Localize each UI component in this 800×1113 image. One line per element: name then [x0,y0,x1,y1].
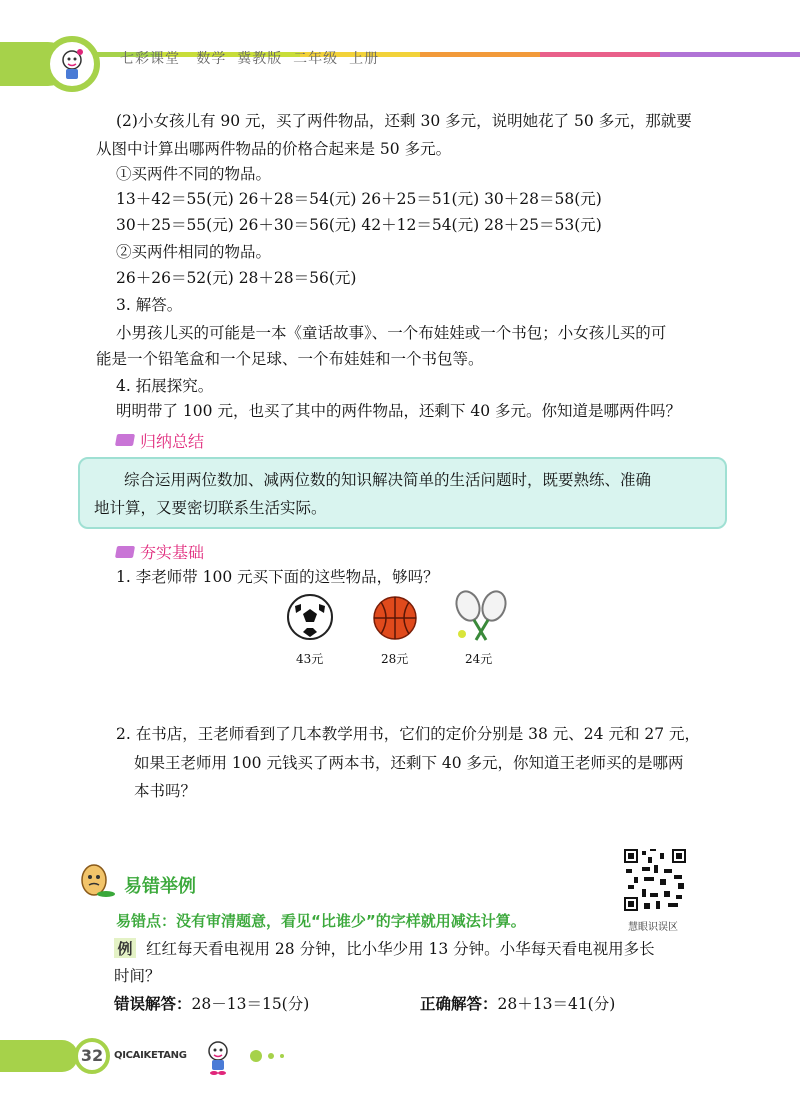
price-basketball: 28元 [381,652,409,666]
summary-line-1: 综合运用两位数加、减两位数的知识解决简单的生活问题时，既要熟练、准确 [124,471,652,489]
page-number: 32 [74,1038,110,1074]
wrong-answer-label: 错误解答： [114,995,192,1013]
basketball-icon [370,594,420,644]
summary-title: 归纳总结 [140,432,205,451]
wrong-answer-value: 28－13＝15(分) [191,995,310,1013]
practice-question-1: 1. 李老师带 100 元买下面的这些物品，够吗？ [116,568,439,586]
body-line-11: 4. 拓展探究。 [116,377,214,395]
practice-title: 夯实基础 [140,543,205,562]
example-line-2: 时间？ [114,967,161,985]
practice-question-2-line-1: 2. 在书店，王老师看到了几本教学用书，它们的定价分别是 38 元、24 元和 27 元， [116,725,701,743]
mascot-egg-icon [76,862,116,898]
body-line-5: 30＋25＝55(元) 26＋30＝56(元) 42＋12＝54(元) 28＋25＝53(元) [116,216,602,234]
mascot-logo [44,36,100,92]
example-line-1: 红红每天看电视用 28 分钟，比小华少用 13 分钟。小华每天看电视用多长 [146,940,655,958]
body-line-9: 小男孩儿买的可能是一本《童话故事》、一个布娃娃或一个书包；小女孩儿买的可 [116,324,667,342]
practice-question-2-line-3: 本书吗？ [134,782,197,800]
tag-icon [115,434,135,446]
soccer-ball-icon [284,592,336,644]
right-answer [420,993,615,1015]
body-line-6: ②买两件相同的物品。 [116,243,272,261]
body-line-1: (2)小女孩儿有 90 元，买了两件物品，还剩 30 多元，说明她花了 50 多元，那就要 [116,112,692,130]
tennis-rackets-icon [448,588,514,644]
header-volume: 上册 [349,51,380,67]
right-answer-label: 正确解答： [420,995,498,1013]
body-line-2: 从图中计算出哪两件物品的价格合起来是 50 多元。 [96,140,452,158]
body-line-12: 明明带了 100 元，也买了其中的两件物品，还剩下 40 多元。你知道是哪两件吗？ [116,402,682,420]
price-soccer: 43元 [296,652,324,666]
footer-mascot-icon [200,1038,236,1076]
mascot-icon [50,42,94,86]
footer-dot [280,1054,284,1058]
error-point: 易错点：没有审清题意，看见“比谁少”的字样就用减法计算。 [116,912,526,930]
header-series: 七彩课堂 [120,51,180,67]
body-line-7: 26＋26＝52(元) 28＋28＝56(元) [116,269,357,287]
tag-icon [115,546,135,558]
example-label: 例 [114,938,136,958]
footer-brand: QICAIKETANG [114,1050,187,1061]
footer-green-tab [0,1040,78,1072]
qr-label: 慧眼识误区 [628,922,678,933]
practice-question-2-line-2: 如果王老师用 100 元钱买了两本书，还剩下 40 多元，你知道王老师买的是哪两 [134,754,684,772]
body-line-8: 3. 解答。 [116,296,183,314]
footer-dot [268,1053,274,1059]
header-grade: 二年级 [293,51,339,67]
body-line-4: 13＋42＝55(元) 26＋28＝54(元) 26＋25＝51(元) 30＋28＝58(元) [116,190,602,208]
footer-dot [250,1050,262,1062]
body-line-10: 能是一个铅笔盒和一个足球、一个布娃娃和一个书包等。 [96,350,484,368]
header-edition: 冀教版 [237,51,283,67]
header-subject: 数学 [196,51,227,67]
wrong-answer [114,993,309,1015]
qr-code[interactable] [624,849,686,911]
summary-line-2: 地计算，又要密切联系生活实际。 [94,499,327,517]
price-rackets: 24元 [465,652,493,666]
right-answer-value: 28＋13＝41(分) [497,995,616,1013]
summary-box [78,457,727,529]
errors-title: 易错举例 [124,876,196,897]
header-title [120,48,379,68]
body-line-3: ①买两件不同的物品。 [116,165,272,183]
